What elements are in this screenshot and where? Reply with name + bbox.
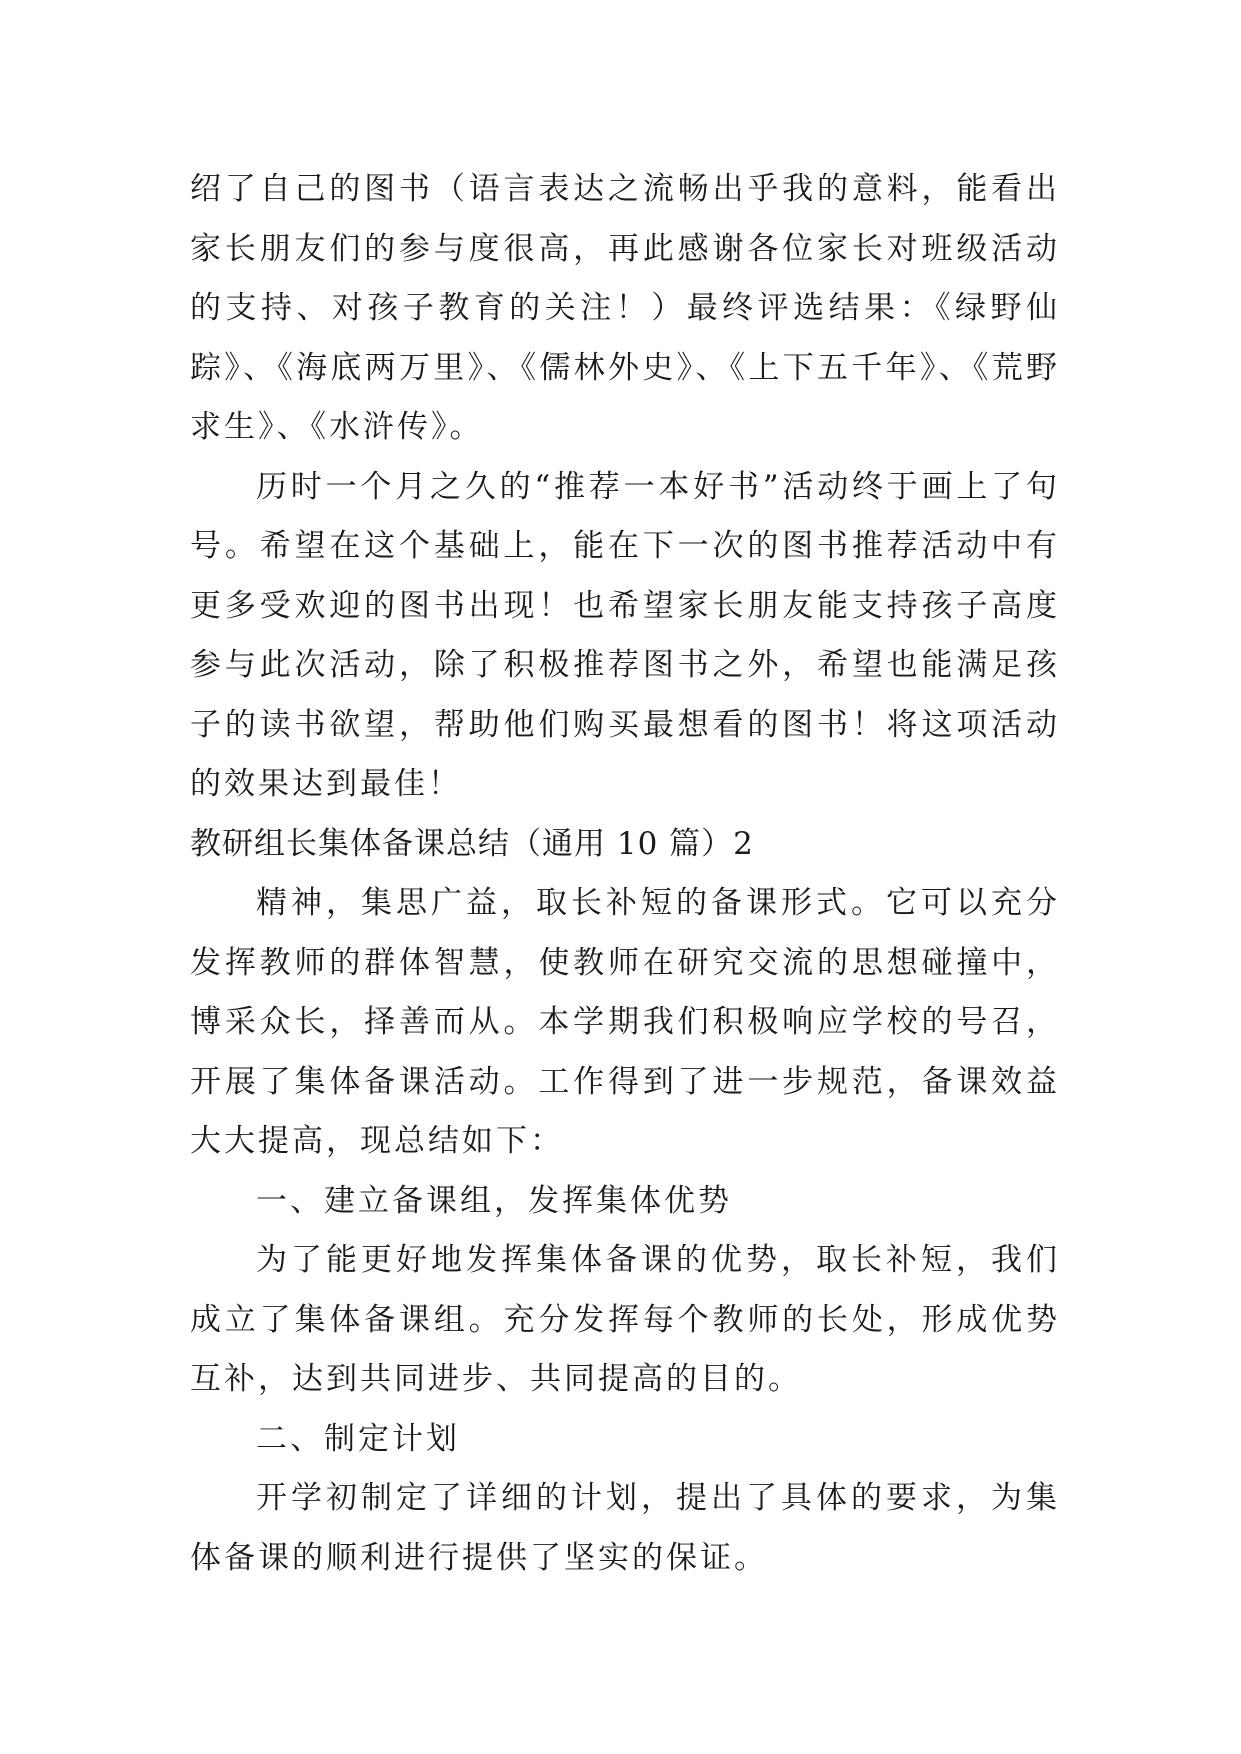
paragraph-activity-conclusion: 历时一个月之久的“推荐一本好书”活动终于画上了句号。希望在这个基础上，能在下一次的图书推荐活动中有更多受欢迎的图书出现！也希望家长朋友能支持孩子高度参与此次活动，除了积极推荐图书之外，希望也能满足孩子的读书欲望，帮助他们购买最想看的图书！将这项活动的效果达到最佳！ <box>190 468 1060 802</box>
document-body <box>190 160 1060 1588</box>
paragraph-book-results: 绍了自己的图书（语言表达之流畅出乎我的意料，能看出家长朋友们的参与度很高，再此感谢各位家长对班级活动的支持、对孩子教育的关注！）最终评选结果：《绿野仙踪》、《海底两万里》、《儒林外史》、《上下五千年》、《荒野求生》、《水浒传》。 <box>190 171 1060 445</box>
subheading-establish-group: 一、建立备课组，发挥集体优势 <box>256 1182 732 1219</box>
paragraph-establish-group: 为了能更好地发挥集体备课的优势，取长补短，我们成立了集体备课组。充分发挥每个教师的长处，形成优势互补，达到共同进步、共同提高的目的。 <box>190 1242 1060 1397</box>
section-title: 教研组长集体备课总结（通用 10 篇）2 <box>190 825 754 862</box>
subheading-make-plan: 二、制定计划 <box>256 1420 460 1457</box>
paragraph-collective-preparation: 精神，集思广益，取长补短的备课形式。它可以充分发挥教师的群体智慧，使教师在研究交流的思想碰撞中，博采众长，择善而从。本学期我们积极响应学校的号召，开展了集体备课活动。工作得到了进一步规范，备课效益大大提高，现总结如下： <box>190 885 1060 1159</box>
paragraph-make-plan: 开学初制定了详细的计划，提出了具体的要求，为集体备课的顺利进行提供了坚实的保证。 <box>190 1480 1060 1576</box>
